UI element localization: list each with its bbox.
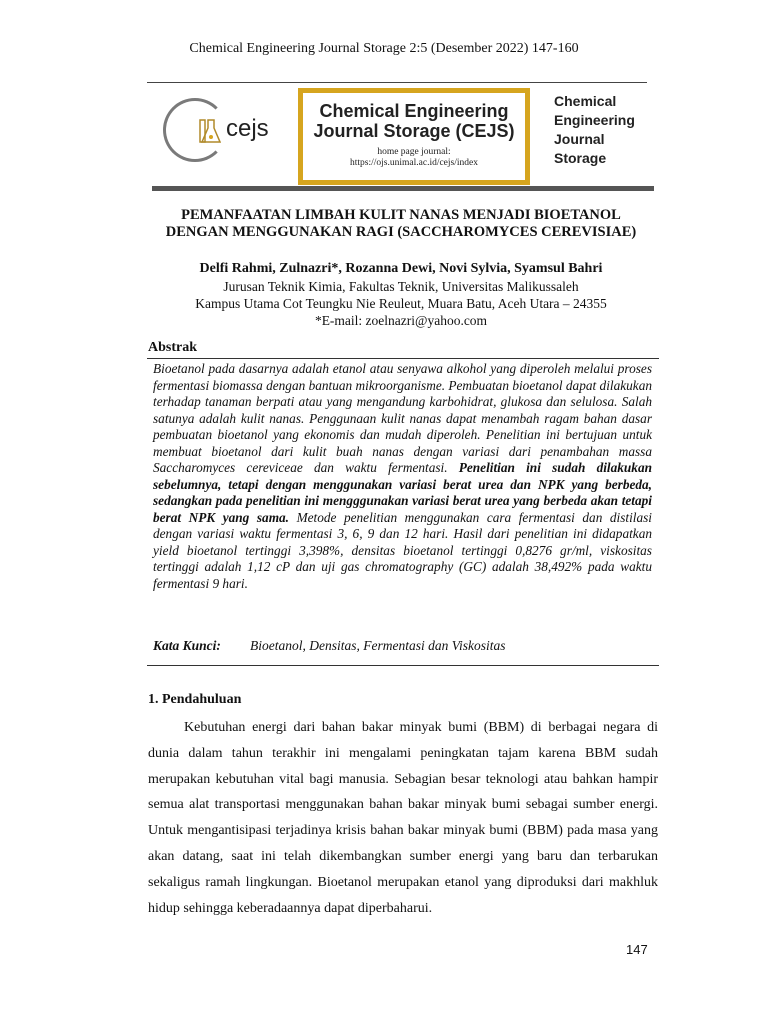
section-heading: 1. Pendahuluan [148,692,242,707]
journal-title-line2: Journal Storage (CEJS) [313,121,515,141]
paper-title-line1: PEMANFAATAN LIMBAH KULIT NANAS MENJADI BIOETANOL [181,207,621,223]
paper-title-line2: DENGAN MENGGUNAKAN RAGI (SACCHAROMYCES CEREVISIAE) [165,224,637,240]
abstract-heading: Abstrak [148,340,198,355]
abstract-bottom-rule [147,665,659,666]
side-title-line4: Storage [554,150,607,166]
corresponding-email: *E-mail: zoelnazri@yahoo.com [314,313,488,328]
keywords-text: Bioetanol, Densitas, Fermentasi dan Viskositas [250,638,506,653]
keywords-label [153,638,221,654]
journal-homepage [303,147,525,169]
intro-paragraph: Kebutuhan energi dari bahan bakar minyak bumi (BBM) di berbagai negara di dunia dalam tahun terakhir ini mengalami peningkatan tajam karena BBM sudah merupakan kebutuhan vital bagi manusia. Sebagian besar teknologi atau bahkan hampir semua alat transportasi menggunakan bahan bakar minyak bumi sebagai sumber energi. Untuk mengantisipasi terjadinya krisis bahan bakar minyak bumi (BBM) pada masa yang akan datang, saat ini telah dikembangkan sumber energi yang baru dan terbarukan sekaligus ramah lingkungan. Bioetanol merupakan etanol yang diproduksi dari makhluk hidup sehingga keberadaannya dapat diperbaharui. [148,720,658,916]
author-list: Delfi Rahmi, Zulnazri*, Rozanna Dewi, Novi Sylvia, Syamsul Bahri [199,261,603,276]
keywords-label-text: Kata Kunci [153,638,217,653]
flask-icon [199,118,221,144]
journal-title [303,101,525,141]
cejs-logo-text: cejs [226,115,269,142]
body-text [148,715,658,921]
affiliation-line2: Kampus Utama Cot Teungku Nie Reuleut, Muara Batu, Aceh Utara – 24355 [195,296,607,311]
abstract-text-bold: Penelitian ini sudah dilakukan sebelumnya, tetapi dengan menggunakan variasi berat urea dan NPK yang berbeda, sedangkan pada penelitian ini mengggunakan variasi berat urea yang berbeda akan tetapi berat NPK yang sama. [153,460,652,525]
side-title-line3: Journal [554,131,605,147]
page-number: 147 [626,942,648,957]
journal-title-line1: Chemical Engineering [319,101,509,121]
banner-bottom-bar [152,186,654,191]
abstract-text-1: Bioetanol pada dasarnya adalah etanol atau senyawa alkohol yang diperoleh melalui proses fermentasi biomassa dengan bantuan mikroorganisme. Pembuatan bioetanol dapat dilakukan terhadap tanaman berpati atau yang mengandung karbohidrat, glukosa dan selulosa. Salah satunya adalah kulit nanas. Penggunaan kulit nanas dapat menambah ragam bahan dasar pembuatan bioetanol yang ekonomis dan mudah diperoleh. Penelitian ini bertujuan untuk membuat bioetanol dari kulit buah nanas dengan variasi dari penambahan massa Saccharomyces cereviceae dan waktu fermentasi. [153,361,652,475]
paper-title [0,207,768,241]
running-head: Chemical Engineering Journal Storage 2:5 (Desember 2022) 147-160 [189,41,579,56]
abstract-top-rule [147,358,659,359]
homepage-url[interactable]: https://ojs.unimal.ac.id/cejs/index [350,158,478,168]
keywords-colon: : [216,638,221,653]
journal-side-title [554,92,635,168]
side-title-line1: Chemical [554,93,617,109]
abstract-text-2: Metode penelitian menggunakan cara fermentasi dan distilasi dengan variasi waktu fermentasi 3, 6, 9 dan 12 hari. Hasil dari penelitian ini didapatkan yield bioetanol tertinggi 3,398%, densitas bioetanol tertinggi 0,8276 gr/ml, viskositas tertinggi adalah 1,12 cP dan uji gas chromatography (GC) adalah 38,492% pada waktu fermentasi 9 hari. [153,509,653,591]
abstract-body [153,361,652,592]
affiliation-line1: Jurusan Teknik Kimia, Fakultas Teknik, Universitas Malikussaleh [223,279,579,294]
homepage-label: home page journal: [377,147,451,157]
header-rule [147,82,647,83]
side-title-line2: Engineering [554,112,635,128]
